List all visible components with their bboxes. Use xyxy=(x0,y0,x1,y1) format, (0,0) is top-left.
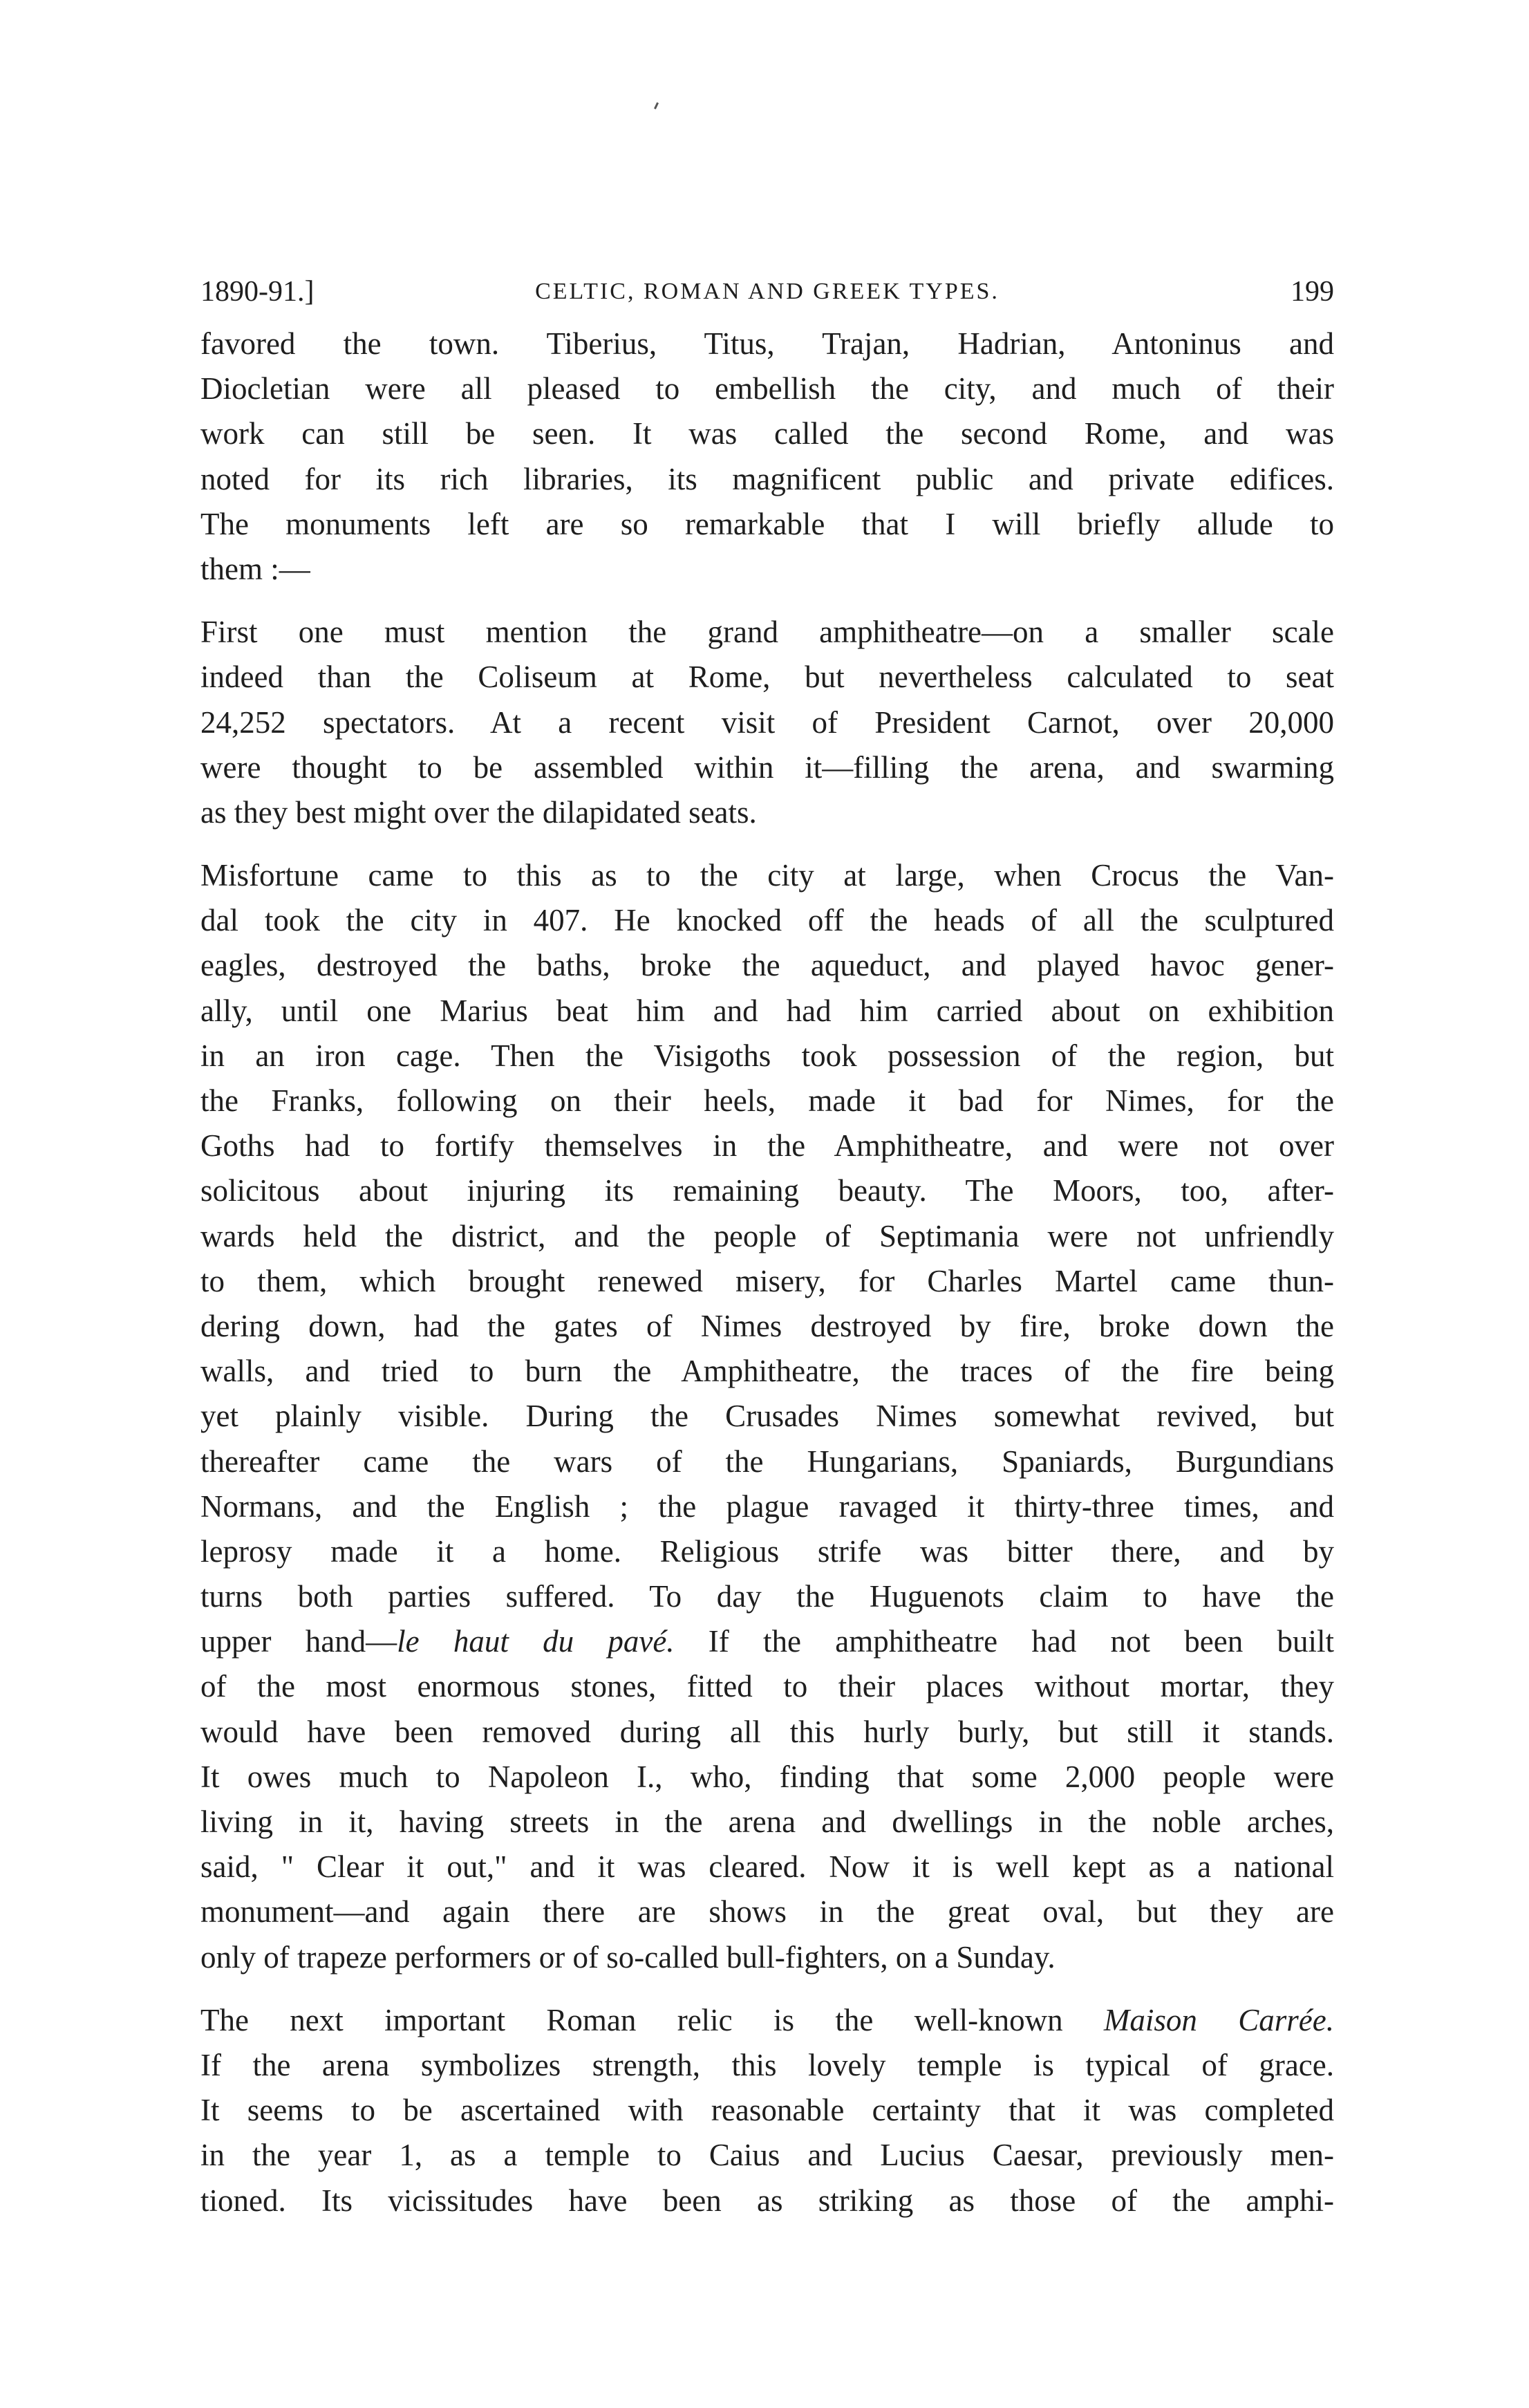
text-line: in an iron cage. Then the Visigoths took possession of the region, but xyxy=(200,1038,1334,1073)
text-line: the Franks, following on their heels, made it bad for Nimes, for the xyxy=(200,1083,1334,1118)
italic-phrase: le haut du pavé. xyxy=(397,1624,675,1659)
text-line: living in it, having streets in the arena and dwellings in the noble arches, xyxy=(200,1804,1334,1839)
text-line: It seems to be ascertained with reasonable certainty that it was completed xyxy=(200,2093,1334,2128)
text-line: leprosy made it a home. Religious strife was bitter there, and by xyxy=(200,1533,1334,1569)
text-line: monument—and again there are shows in the great oval, but they are xyxy=(200,1894,1334,1930)
text-line: If the arena symbolizes strength, this lovely temple is typical of grace. xyxy=(200,2047,1334,2082)
text-line: favored the town. Tiberius, Titus, Trajan, Hadrian, Antoninus and xyxy=(200,326,1334,361)
paragraph-2 xyxy=(200,610,1334,835)
paragraph-3 xyxy=(200,853,1334,1980)
text-line: said, " Clear it out," and it was cleared. Now it is well kept as a national xyxy=(200,1849,1334,1885)
text-segment: The next important Roman relic is the well-known xyxy=(200,2002,1104,2037)
text-line: wards held the district, and the people of Septimania were not unfriendly xyxy=(200,1218,1334,1253)
text-line: ally, until one Marius beat him and had him carried about on exhibition xyxy=(200,993,1334,1028)
text-line: noted for its rich libraries, its magnificent public and private edifices. xyxy=(200,461,1334,496)
text-line-with-italic xyxy=(200,1619,1334,1664)
text-line: Diocletian were all pleased to embellish the city, and much of their xyxy=(200,371,1334,407)
text-line: Misfortune came to this as to the city at large, when Crocus the Van- xyxy=(200,858,1334,893)
ink-speck xyxy=(654,102,659,109)
text-line: solicitous about injuring its remaining beauty. The Moors, too, after- xyxy=(200,1173,1334,1208)
italic-phrase: Maison Carrée. xyxy=(1103,2002,1334,2037)
text-line: 24,252 spectators. At a recent visit of President Carnot, over 20,000 xyxy=(200,704,1334,740)
text-line: Normans, and the English ; the plague ravaged it thirty-three times, and xyxy=(200,1488,1334,1524)
text-line: Goths had to fortify themselves in the Amphitheatre, and were not over xyxy=(200,1128,1334,1164)
text-line-with-italic xyxy=(200,1998,1334,2043)
text-line: First one must mention the grand amphitheatre—on a smaller scale xyxy=(200,615,1334,650)
text-line: dering down, had the gates of Nimes destroyed by fire, broke down the xyxy=(200,1308,1334,1343)
paragraph-1 xyxy=(200,321,1334,592)
text-line: eagles, destroyed the baths, broke the aqueduct, and played havoc gener- xyxy=(200,948,1334,983)
text-line: dal took the city in 407. He knocked off the heads of all the sculptured xyxy=(200,903,1334,938)
text-line: of the most enormous stones, fitted to their places without mortar, they xyxy=(200,1669,1334,1704)
text-line: indeed than the Coliseum at Rome, but nevertheless calculated to seat xyxy=(200,660,1334,695)
header-title: CELTIC, ROMAN AND GREEK TYPES. xyxy=(535,279,1000,304)
text-line: only of trapeze performers or of so-called bull-fighters, on a Sunday. xyxy=(200,1939,1056,1975)
text-line: in the year 1, as a temple to Caius and Lucius Caesar, previously men- xyxy=(200,2138,1334,2173)
text-line: thereafter came the wars of the Hungarians, Spaniards, Burgundians xyxy=(200,1444,1334,1479)
text-line: yet plainly visible. During the Crusades Nimes somewhat revived, but xyxy=(200,1399,1334,1434)
running-head xyxy=(200,271,1334,312)
body-text xyxy=(200,321,1334,2223)
text-line: were thought to be assembled within it—filling the arena, and swarming xyxy=(200,749,1334,785)
header-volume-years: 1890-91.] xyxy=(200,276,315,308)
text-line: work can still be seen. It was called the second Rome, and was xyxy=(200,416,1334,451)
text-line: It owes much to Napoleon I., who, finding that some 2,000 people were xyxy=(200,1759,1334,1794)
text-line: tioned. Its vicissitudes have been as striking as those of the amphi- xyxy=(200,2183,1334,2218)
text-line: as they best might over the dilapidated seats. xyxy=(200,794,757,830)
text-line: The monuments left are so remarkable that I will briefly allude to xyxy=(200,506,1334,541)
text-line: to them, which brought renewed misery, for Charles Martel came thun- xyxy=(200,1263,1334,1298)
text-segment: upper hand— xyxy=(200,1624,397,1659)
page-number: 199 xyxy=(1291,276,1334,308)
text-line: walls, and tried to burn the Amphitheatre, the traces of the fire being xyxy=(200,1354,1334,1389)
text-line: turns both parties suffered. To day the Huguenots claim to have the xyxy=(200,1579,1334,1614)
text-line: would have been removed during all this hurly burly, but still it stands. xyxy=(200,1714,1334,1749)
paragraph-4 xyxy=(200,1998,1334,2223)
text-line: them :— xyxy=(200,551,310,586)
text-segment: If the amphitheatre had not been built xyxy=(674,1624,1334,1659)
